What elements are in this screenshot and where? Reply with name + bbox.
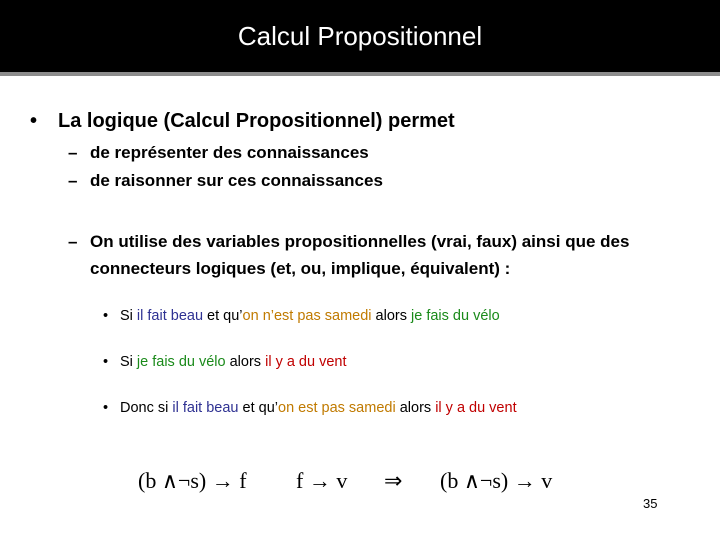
example-text: alors	[395, 400, 436, 416]
example-1	[103, 308, 500, 324]
proposition-f: je fais du vélo	[411, 308, 500, 324]
example-3	[103, 400, 517, 416]
slide-title: Calcul Propositionnel	[237, 20, 483, 51]
example-text: Si	[120, 308, 137, 324]
formula-2: f → v	[296, 468, 348, 493]
formula-3: (b ∧¬s) → v	[440, 468, 553, 493]
dash-mark: –	[68, 171, 78, 190]
example-2	[103, 354, 347, 370]
dash-item-text: On utilise des variables propositionnelles (vrai, faux) ainsi que des connecteurs logiques (et, ou, implique, équivalent) :	[90, 232, 630, 278]
proposition-not-s: on n’est pas samedi	[242, 308, 372, 324]
dash-mark: –	[68, 143, 78, 162]
main-bullet	[30, 110, 455, 133]
proposition-not-s: on est pas samedi	[278, 400, 396, 416]
example-text: et qu’	[238, 400, 278, 416]
dot-mark: •	[103, 400, 109, 416]
implies-symbol: ⇒	[384, 468, 403, 493]
dash-item-text: de raisonner sur ces connaissances	[90, 171, 383, 190]
dash-mark: –	[68, 232, 78, 251]
proposition-v: il y a du vent	[435, 400, 517, 416]
dot-mark: •	[103, 354, 109, 370]
proposition-b: il fait beau	[172, 400, 239, 416]
example-text: alors	[371, 308, 411, 324]
example-text: Si	[120, 354, 137, 370]
dash-item-represent	[68, 143, 369, 163]
dot-mark: •	[103, 308, 109, 324]
proposition-v: il y a du vent	[265, 354, 347, 370]
bullet-mark: •	[30, 110, 38, 132]
example-text: et qu’	[203, 308, 243, 324]
example-text: alors	[225, 354, 266, 370]
page-number: 35	[643, 496, 658, 511]
example-text: Donc si	[120, 400, 173, 416]
dash-item-text: de représenter des connaissances	[90, 143, 369, 162]
title-divider	[0, 72, 720, 76]
title-bar	[0, 0, 720, 72]
dash-item-variables	[68, 228, 698, 282]
dash-item-reason	[68, 171, 383, 191]
main-bullet-text: La logique (Calcul Propositionnel) permet	[58, 110, 455, 132]
formula-1: (b ∧¬s) → f	[138, 468, 247, 493]
proposition-f: je fais du vélo	[136, 354, 226, 370]
proposition-b: il fait beau	[136, 308, 204, 324]
